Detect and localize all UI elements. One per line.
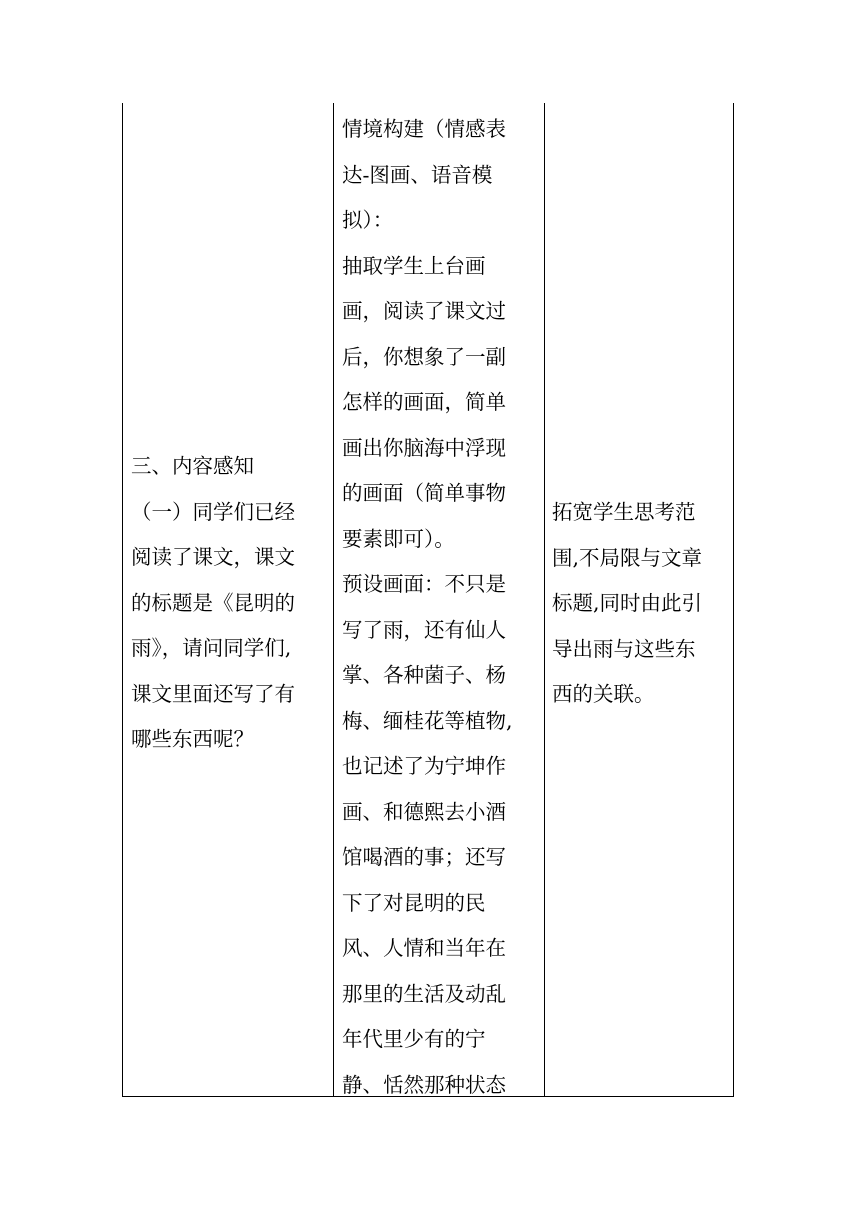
cell-line: 画出你脑海中浮现	[342, 435, 506, 460]
cell-line: 哪些东西呢？	[131, 727, 254, 751]
table-divider-1	[333, 103, 334, 1096]
cell-line: 写了雨，还有仙人	[342, 617, 506, 642]
table-cell-activity	[342, 119, 513, 1120]
cell-line: 风、人情和当年在	[342, 936, 506, 960]
cell-line: 画，阅读了课文过	[342, 299, 506, 323]
cell-line: 雨》，请问同学们,	[131, 636, 292, 660]
cell-line: （一）同学们已经	[131, 499, 295, 524]
table-divider-2	[544, 103, 545, 1096]
cell-line: 三、内容感知	[131, 454, 254, 478]
cell-line: 那里的生活及动乱	[342, 981, 506, 1006]
cell-line: 后，你想象了一副	[342, 344, 506, 369]
table-border-left	[122, 103, 123, 1096]
cell-line: 西的关联。	[552, 682, 655, 706]
cell-line: 怎样的画面，简单	[342, 390, 506, 414]
cell-line: 导出雨与这些东	[552, 636, 696, 661]
cell-line: 下了对昆明的民	[342, 890, 486, 915]
cell-line: 馆喝酒的事；还写	[342, 845, 506, 869]
cell-line: 标题,同时由此引	[552, 591, 703, 615]
cell-line: 拓宽学生思考范	[552, 500, 696, 524]
cell-line: 情境构建（情感表	[342, 117, 506, 141]
cell-line: 课文里面还写了有	[131, 681, 295, 706]
cell-line: 年代里少有的宁	[342, 1027, 486, 1051]
cell-line: 要素即可）。	[342, 526, 455, 551]
cell-line: 静、恬然那种状态	[342, 1072, 506, 1097]
cell-line: 抽取学生上台画	[342, 253, 486, 278]
cell-line: 拟）：	[342, 208, 394, 232]
cell-line: 围,不局限与文章	[552, 545, 703, 570]
cell-line: 也记述了为宁坤作	[342, 754, 506, 778]
cell-line: 阅读了课文，课文	[131, 545, 295, 569]
table-border-right	[733, 103, 734, 1096]
table-cell-section	[131, 456, 295, 775]
cell-line: 梅、缅桂花等植物,	[342, 708, 513, 733]
cell-line: 掌、各种菌子、杨	[342, 663, 506, 687]
cell-line: 预设画面：不只是	[342, 572, 506, 596]
cell-line: 画、和德熙去小酒	[342, 799, 506, 824]
cell-line: 的标题是《昆明的	[131, 590, 295, 615]
table-cell-purpose	[552, 502, 702, 730]
cell-line: 达-图画、语音模	[342, 162, 493, 187]
cell-line: 的画面（简单事物	[342, 481, 506, 505]
